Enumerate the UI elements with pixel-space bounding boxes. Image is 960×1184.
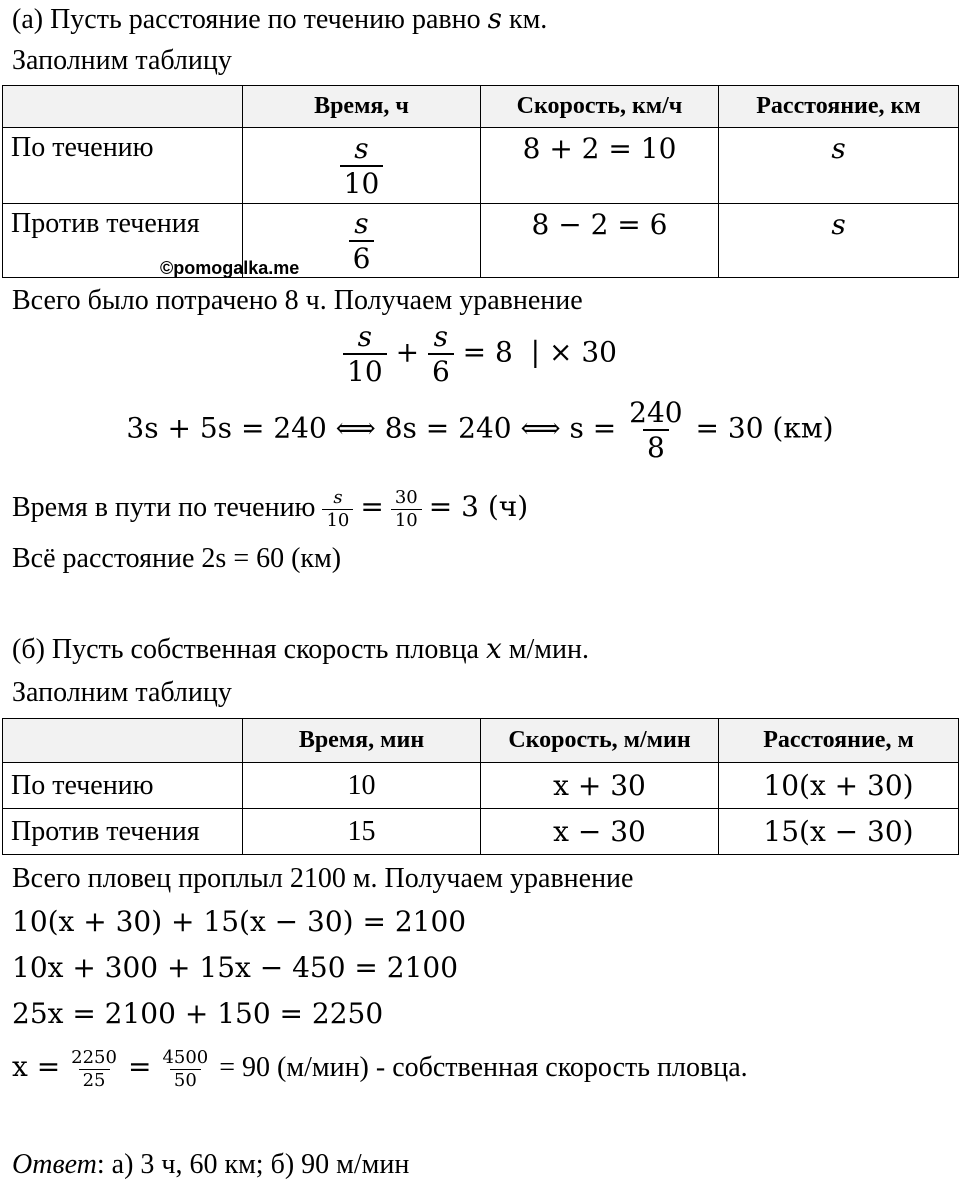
part-a-distance-line: Всё расстояние 2s = 60 (км)	[12, 543, 342, 574]
part-a-intro: (а) Пусть расстояние по течению равно s км.	[12, 2, 548, 35]
distance-cell: s	[719, 128, 959, 204]
table-b	[2, 718, 959, 855]
speed-cell: 8 + 2 = 10	[481, 128, 719, 204]
answer-text: : а) 3 ч, 60 км; б) 90 м/мин	[96, 1149, 410, 1180]
part-b-table-intro: Заполним таблицу	[12, 677, 232, 708]
time-cell: 10	[243, 763, 481, 809]
answer-line	[12, 1148, 409, 1182]
time-fraction: $\frac{s}{6}$	[349, 207, 375, 275]
time-cell	[243, 128, 481, 204]
answer-label: Ответ	[12, 1149, 97, 1180]
part-b-equation-1: 10(x + 30) + 15(x − 30) = 2100	[12, 905, 467, 938]
table-a-header: Время, ч	[243, 86, 481, 128]
distance-cell: 15(x − 30)	[719, 809, 959, 855]
table-a-header	[3, 86, 243, 128]
watermark: ©pomogalka.me	[160, 258, 300, 278]
part-a-equation-2: 3s + 5s = 240 ⟺ 8s = 240 ⟺ s = $\frac{240}{8}$ = 30 (км)	[126, 396, 834, 464]
table-row	[3, 204, 959, 278]
table-a-header: Расстояние, км	[719, 86, 959, 128]
distance-cell: s	[719, 204, 959, 278]
part-b-equation-3: 25x = 2100 + 150 = 2250	[12, 997, 384, 1030]
part-a-equation-1: $\frac{s}{10}$ + $\frac{s}{6}$ = 8 | × 30	[0, 320, 960, 388]
table-b-header: Время, мин	[243, 719, 481, 763]
fraction: $\frac{2250}{25}$	[71, 1047, 117, 1092]
fraction: $\frac{240}{8}$	[629, 396, 683, 464]
table-a-header: Скорость, км/ч	[481, 86, 719, 128]
fraction: $\frac{s}{10}$	[322, 487, 353, 532]
speed-cell: x + 30	[481, 763, 719, 809]
part-a-time-line: Время в пути по течению $\frac{s}{10}$ = $\frac{30}{10}$ = 3 (ч)	[12, 487, 529, 532]
distance-cell: 10(x + 30)	[719, 763, 959, 809]
fraction: $\frac{s}{6}$	[428, 320, 454, 388]
row-label: Против течения	[3, 204, 243, 278]
part-a-table-intro: Заполним таблицу	[12, 45, 232, 76]
table-row	[3, 763, 959, 809]
table-row	[3, 809, 959, 855]
part-b-final-line: x = $\frac{2250}{25}$ = $\frac{4500}{50}$ = 90 (м/мин) - собственная скорость пловца.	[12, 1047, 748, 1092]
table-b-header-row	[3, 719, 959, 763]
part-b-total-text: Всего пловец проплыл 2100 м. Получаем уравнение	[12, 863, 634, 894]
row-label: По течению	[3, 763, 243, 809]
table-a	[2, 85, 959, 278]
time-cell: 15	[243, 809, 481, 855]
table-row	[3, 128, 959, 204]
speed-cell: x − 30	[481, 809, 719, 855]
table-a-header-row	[3, 86, 959, 128]
fraction: $\frac{30}{10}$	[391, 487, 422, 532]
part-a-total-text: Всего было потрачено 8 ч. Получаем уравнение	[12, 285, 583, 316]
fraction: $\frac{4500}{50}$	[162, 1047, 209, 1092]
table-b-header: Расстояние, м	[719, 719, 959, 763]
fraction: $\frac{s}{10}$	[343, 320, 387, 388]
row-label: По течению	[3, 128, 243, 204]
table-b-header: Скорость, м/мин	[481, 719, 719, 763]
row-label: Против течения	[3, 809, 243, 855]
part-b-equation-2: 10x + 300 + 15x − 450 = 2100	[12, 951, 459, 984]
time-fraction: $\frac{s}{10}$	[340, 132, 384, 200]
part-b-intro: (б) Пусть собственная скорость пловца x м/мин.	[12, 632, 589, 665]
table-b-header	[3, 719, 243, 763]
speed-cell: 8 − 2 = 6	[481, 204, 719, 278]
